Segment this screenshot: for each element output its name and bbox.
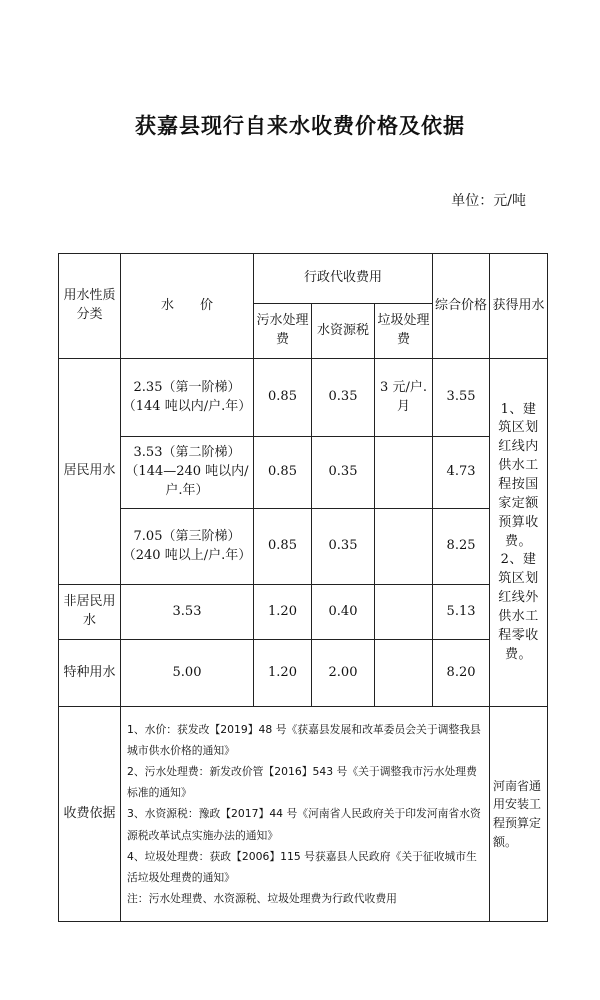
header-category-text: 用水性质分类 xyxy=(63,288,116,322)
basis-line: 4、垃圾处理费：获政【2006】115 号获嘉县人民政府《关于征收城市生活垃圾处理费的通知》 xyxy=(127,849,477,884)
special-total: 8.20 xyxy=(433,640,490,707)
non-residential-total: 5.13 xyxy=(433,585,490,640)
basis-note: 注：污水处理费、水资源税、垃圾处理费为行政代收费用 xyxy=(127,891,397,905)
tier2-garbage xyxy=(375,437,433,509)
header-row xyxy=(59,254,548,304)
category-residential: 居民用水 xyxy=(59,359,121,585)
special-garbage xyxy=(375,640,433,707)
non-residential-sewage: 1.20 xyxy=(254,585,312,640)
basis-line: 3、水资源税：豫政【2017】44 号《河南省人民政府关于印发河南省水资源税改革试点实施办法的通知》 xyxy=(127,807,481,842)
category-special: 特种用水 xyxy=(59,640,121,707)
basis-row xyxy=(59,707,548,922)
tier1-garbage: 3 元/户.月 xyxy=(375,359,433,437)
non-residential-water-tax: 0.40 xyxy=(312,585,375,640)
header-total: 综合价格 xyxy=(433,254,490,359)
basis-label: 收费依据 xyxy=(59,707,121,922)
header-admin-fee: 行政代收费用 xyxy=(254,254,433,304)
tier1-price-range: （144 吨以内/户.年） xyxy=(122,398,252,414)
tier3-garbage xyxy=(375,509,433,585)
table-row xyxy=(59,640,548,707)
connection-note: 1、建筑区划红线内供水工程按国家定额预算收费。 2、建筑区划红线外供水工程零收费。 xyxy=(490,359,548,707)
tier2-total: 4.73 xyxy=(433,437,490,509)
tier3-total: 8.25 xyxy=(433,509,490,585)
tier2-price-value: 3.53（第二阶梯） xyxy=(133,445,241,461)
table-row xyxy=(59,359,548,437)
tier3-price xyxy=(121,509,254,585)
unit-label: 单位：元/吨 xyxy=(451,193,526,209)
basis-line: 2、污水处理费：新发改价管【2016】543 号《关于调整我市污水处理费标准的通知》 xyxy=(127,765,477,800)
tier3-price-range: （240 吨以上/户.年） xyxy=(122,547,252,563)
basis-right-note: 河南省通用安装工程预算定额。 xyxy=(490,707,548,922)
tier3-sewage: 0.85 xyxy=(254,509,312,585)
non-residential-price: 3.53 xyxy=(121,585,254,640)
tier1-total: 3.55 xyxy=(433,359,490,437)
tier1-sewage: 0.85 xyxy=(254,359,312,437)
table-row xyxy=(59,585,548,640)
tier1-price xyxy=(121,359,254,437)
page-title: 获嘉县现行自来水收费价格及依据 xyxy=(135,113,465,138)
tier3-price-value: 7.05（第三阶梯） xyxy=(133,528,241,544)
tier1-water-tax: 0.35 xyxy=(312,359,375,437)
header-sewage: 污水处理费 xyxy=(254,304,312,359)
price-table xyxy=(58,253,548,922)
special-sewage: 1.20 xyxy=(254,640,312,707)
non-residential-garbage xyxy=(375,585,433,640)
basis-line: 1、水价：获发改【2019】48 号《获嘉县发展和改革委员会关于调整我县城市供水价格的通知》 xyxy=(127,723,481,758)
tier2-price-range: （144—240 吨以内/户.年） xyxy=(125,464,249,498)
category-non-residential: 非居民用水 xyxy=(59,585,121,640)
special-water-tax: 2.00 xyxy=(312,640,375,707)
table-row xyxy=(59,509,548,585)
tier2-water-tax: 0.35 xyxy=(312,437,375,509)
header-water-tax: 水资源税 xyxy=(312,304,375,359)
basis-content xyxy=(121,707,490,922)
header-garbage: 垃圾处理费 xyxy=(375,304,433,359)
table-row xyxy=(59,437,548,509)
tier1-price-value: 2.35（第一阶梯） xyxy=(133,379,241,395)
tier2-price xyxy=(121,437,254,509)
tier3-water-tax: 0.35 xyxy=(312,509,375,585)
header-connection: 获得用水 xyxy=(490,254,548,359)
header-price: 水 价 xyxy=(121,254,254,359)
tier2-sewage: 0.85 xyxy=(254,437,312,509)
header-category xyxy=(59,254,121,359)
special-price: 5.00 xyxy=(121,640,254,707)
